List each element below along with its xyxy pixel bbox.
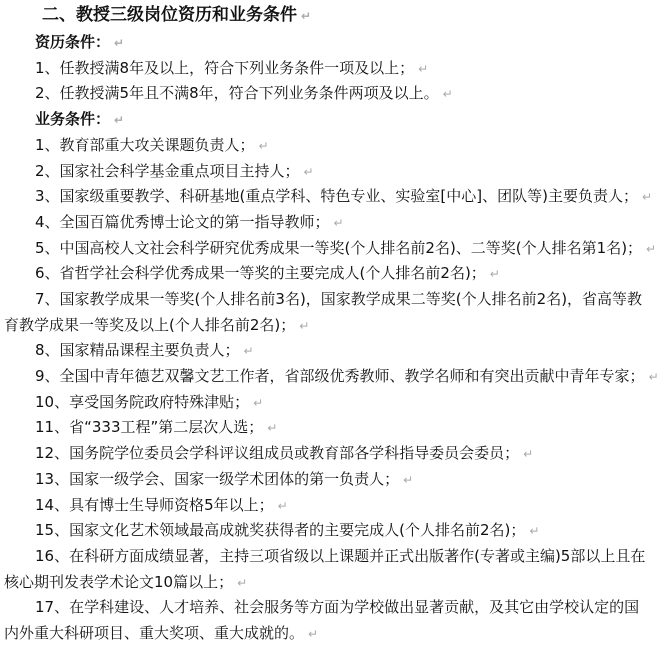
business-item-text: 17、在学科建设、人才培养、社会服务等方面为学校做出显著贡献，及其它由学校认定的国: [35, 598, 640, 616]
business-item: [35, 469, 413, 490]
paragraph-mark-icon: ↵: [648, 370, 659, 384]
paragraph-mark-icon: ↵: [243, 344, 254, 358]
business-item-text: 7、国家教学成果一等奖(个人排名前3名)，国家教学成果二等奖(个人排名前2名)，省高等教: [35, 290, 643, 308]
business-item-text: 16、在科研方面成绩显著，主持三项省级以上课题并正式出版著作(专著或主编)5部以上且在: [35, 547, 646, 565]
qualifications-heading-text: 资历条件：: [35, 33, 111, 51]
paragraph-mark-icon: ↵: [253, 396, 264, 410]
business-item-text: 2、国家社会科学基金重点项目主持人；: [35, 162, 300, 180]
paragraph-mark-icon: ↵: [418, 62, 429, 76]
business-item-text: 12、国务院学位委员会学科评议组成员或教育部各学科指导委员会委员；: [35, 444, 520, 462]
business-item: [35, 366, 659, 387]
business-item-text: 6、省哲学社会科学优秀成果一等奖的主要完成人(个人排名前2名)；: [35, 264, 486, 282]
paragraph-mark-icon: ↵: [114, 113, 125, 127]
qualification-item: [35, 58, 428, 79]
qualification-item-text: 1、任教授满8年及以上，符合下列业务条件一项及以上；: [35, 59, 415, 77]
business-item-text: 14、具有博士生导师资格5年以上；: [35, 496, 274, 514]
business-item-text: 5、中国高校人文社会科学研究优秀成果一等奖(个人排名前2名)、二等奖(个人排名第1名)；: [35, 239, 643, 257]
paragraph-mark-icon: ↵: [646, 242, 657, 256]
qualifications-heading: [35, 32, 124, 53]
business-item: [35, 520, 539, 541]
business-item: [35, 495, 288, 516]
business-item-text: 10、享受国务院政府特殊津贴；: [35, 393, 250, 411]
business-item: [35, 597, 639, 617]
business-item-text: 4、全国百篇优秀博士论文的第一指导教师；: [35, 213, 330, 231]
business-item-continuation: [4, 623, 318, 644]
paragraph-mark-icon: ↵: [267, 421, 278, 435]
business-heading: [35, 109, 124, 130]
business-item-continuation-text: 内外重大科研项目、重大奖项、重大成就的。: [4, 624, 305, 642]
business-item-continuation-text: 核心期刊发表学术论文10篇以上；: [4, 573, 234, 591]
business-item-text: 1、教育部重大攻关课题负责人；: [35, 136, 255, 154]
paragraph-mark-icon: ↵: [237, 576, 248, 590]
business-heading-text: 业务条件：: [35, 110, 111, 128]
paragraph-mark-icon: ↵: [258, 139, 269, 153]
paragraph-mark-icon: ↵: [529, 524, 540, 538]
business-item-continuation-text: 育教学成果一等奖及以上(个人排名前2名)；: [4, 316, 296, 334]
paragraph-mark-icon: ↵: [114, 36, 125, 50]
business-item: [35, 186, 652, 207]
business-item: [35, 392, 263, 413]
business-item-text: 3、国家级重要教学、科研基地(重点学科、特色专业、实验室[中心]、团队等)主要负责人；: [35, 187, 638, 205]
paragraph-mark-icon: ↵: [333, 216, 344, 230]
business-item: [35, 289, 642, 309]
paragraph-mark-icon: ↵: [277, 499, 288, 513]
business-item-text: 15、国家文化艺术领域最高成就奖获得者的主要完成人(个人排名前2名)；: [35, 521, 526, 539]
business-item: [35, 340, 254, 361]
paragraph-mark-icon: ↵: [442, 87, 453, 101]
business-item: [35, 546, 645, 566]
paragraph-mark-icon: ↵: [641, 190, 653, 204]
business-item: [35, 238, 656, 259]
business-item-text: 13、国家一级学会、国家一级学术团体的第一负责人；: [35, 470, 400, 488]
paragraph-mark-icon: ↵: [403, 473, 414, 487]
qualification-item-text: 2、任教授满5年且不满8年，符合下列业务条件两项及以上。: [35, 84, 439, 102]
section-title: [42, 5, 311, 26]
business-item: [35, 263, 500, 284]
paragraph-mark-icon: ↵: [489, 267, 500, 281]
business-item-text: 9、全国中青年德艺双馨文艺工作者，省部级优秀教师、教学名师和有突出贡献中青年专家；: [35, 367, 645, 385]
business-item-continuation: [4, 572, 247, 593]
business-item: [35, 443, 533, 464]
paragraph-mark-icon: ↵: [299, 319, 310, 333]
qualification-item: [35, 83, 453, 104]
business-item: [35, 135, 269, 156]
business-item: [35, 212, 344, 233]
business-item: [35, 161, 314, 182]
business-item-text: 11、省“333工程”第二层次人选；: [35, 418, 264, 436]
business-item-text: 8、国家精品课程主要负责人；: [35, 341, 240, 359]
paragraph-mark-icon: ↵: [301, 9, 312, 23]
paragraph-mark-icon: ↵: [308, 627, 319, 641]
title-text: 二、教授三级岗位资历和业务条件: [42, 5, 297, 25]
business-item: [35, 417, 277, 438]
paragraph-mark-icon: ↵: [303, 165, 314, 179]
business-item-continuation: [4, 315, 309, 336]
paragraph-mark-icon: ↵: [523, 447, 534, 461]
